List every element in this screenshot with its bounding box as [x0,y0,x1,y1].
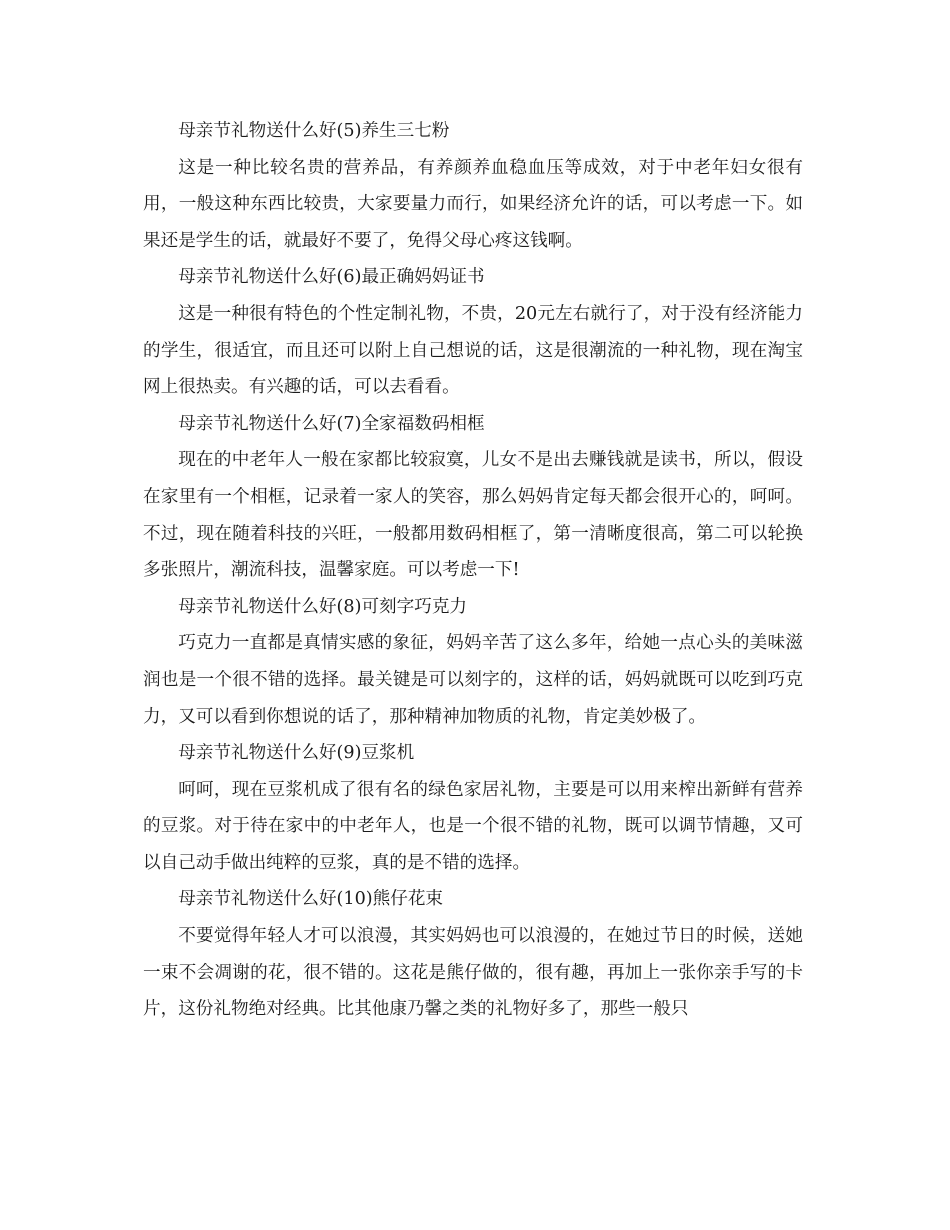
section-heading-6: 母亲节礼物送什么好(6)最正确妈妈证书 [178,267,485,288]
section-paragraph-9: 呵呵，现在豆浆机成了很有名的绿色家居礼物，主要是可以用来榨出新鲜有营养的豆浆。对于待在家中的中老年人，也是一个很不错的礼物，既可以调节情趣，又可以自己动手做出纯粹的豆浆，真的是不错的选择。 [143,779,803,873]
section-heading-10: 母亲节礼物送什么好(10)熊仔花束 [178,889,444,910]
section-heading-9: 母亲节礼物送什么好(9)豆浆机 [178,743,415,764]
section-heading-5: 母亲节礼物送什么好(5)养生三七粉 [178,121,450,141]
section-heading-7: 母亲节礼物送什么好(7)全家福数码相框 [178,413,485,434]
section-paragraph-7: 现在的中老年人一般在家都比较寂寞，儿女不是出去赚钱就是读书，所以，假设在家里有一个相框，记录着一家人的笑容，那么妈妈肯定每天都会很开心的，呵呵。不过，现在随着科技的兴旺，一般都用数码相框了，第一清晰度很高，第二可以轮换多张照片，潮流科技，温馨家庭。可以考虑一下! [143,450,803,581]
section-heading-8: 母亲节礼物送什么好(8)可刻字巧克力 [178,596,468,617]
section-paragraph-5: 这是一种比较名贵的营养品，有养颜养血稳血压等成效，对于中老年妇女很有用，一般这种东西比较贵，大家要量力而行，如果经济允许的话，可以考虑一下。如果还是学生的话，就最好不要了，免得父母心疼这钱啊。 [143,157,803,251]
section-paragraph-6: 这是一种很有特色的个性定制礼物，不贵，20元左右就行了，对于没有经济能力的学生，很适宜，而且还可以附上自己想说的话，这是很潮流的一种礼物，现在淘宝网上很热卖。有兴趣的话，可以去看看。 [143,303,803,398]
section-paragraph-8: 巧克力一直都是真情实感的象征，妈妈辛苦了这么多年，给她一点心头的美味滋润也是一个很不错的选择。最关键是可以刻字的，这样的话，妈妈就既可以吃到巧克力，又可以看到你想说的话了，那种精神加物质的礼物，肯定美妙极了。 [143,633,803,727]
document-body [143,113,803,1028]
section-paragraph-10: 不要觉得年轻人才可以浪漫，其实妈妈也可以浪漫的，在她过节日的时候，送她一束不会凋谢的花，很不错的。这花是熊仔做的，很有趣，再加上一张你亲手写的卡片，这份礼物绝对经典。比其他康乃馨之类的礼物好多了，那些一般只 [143,926,803,1020]
